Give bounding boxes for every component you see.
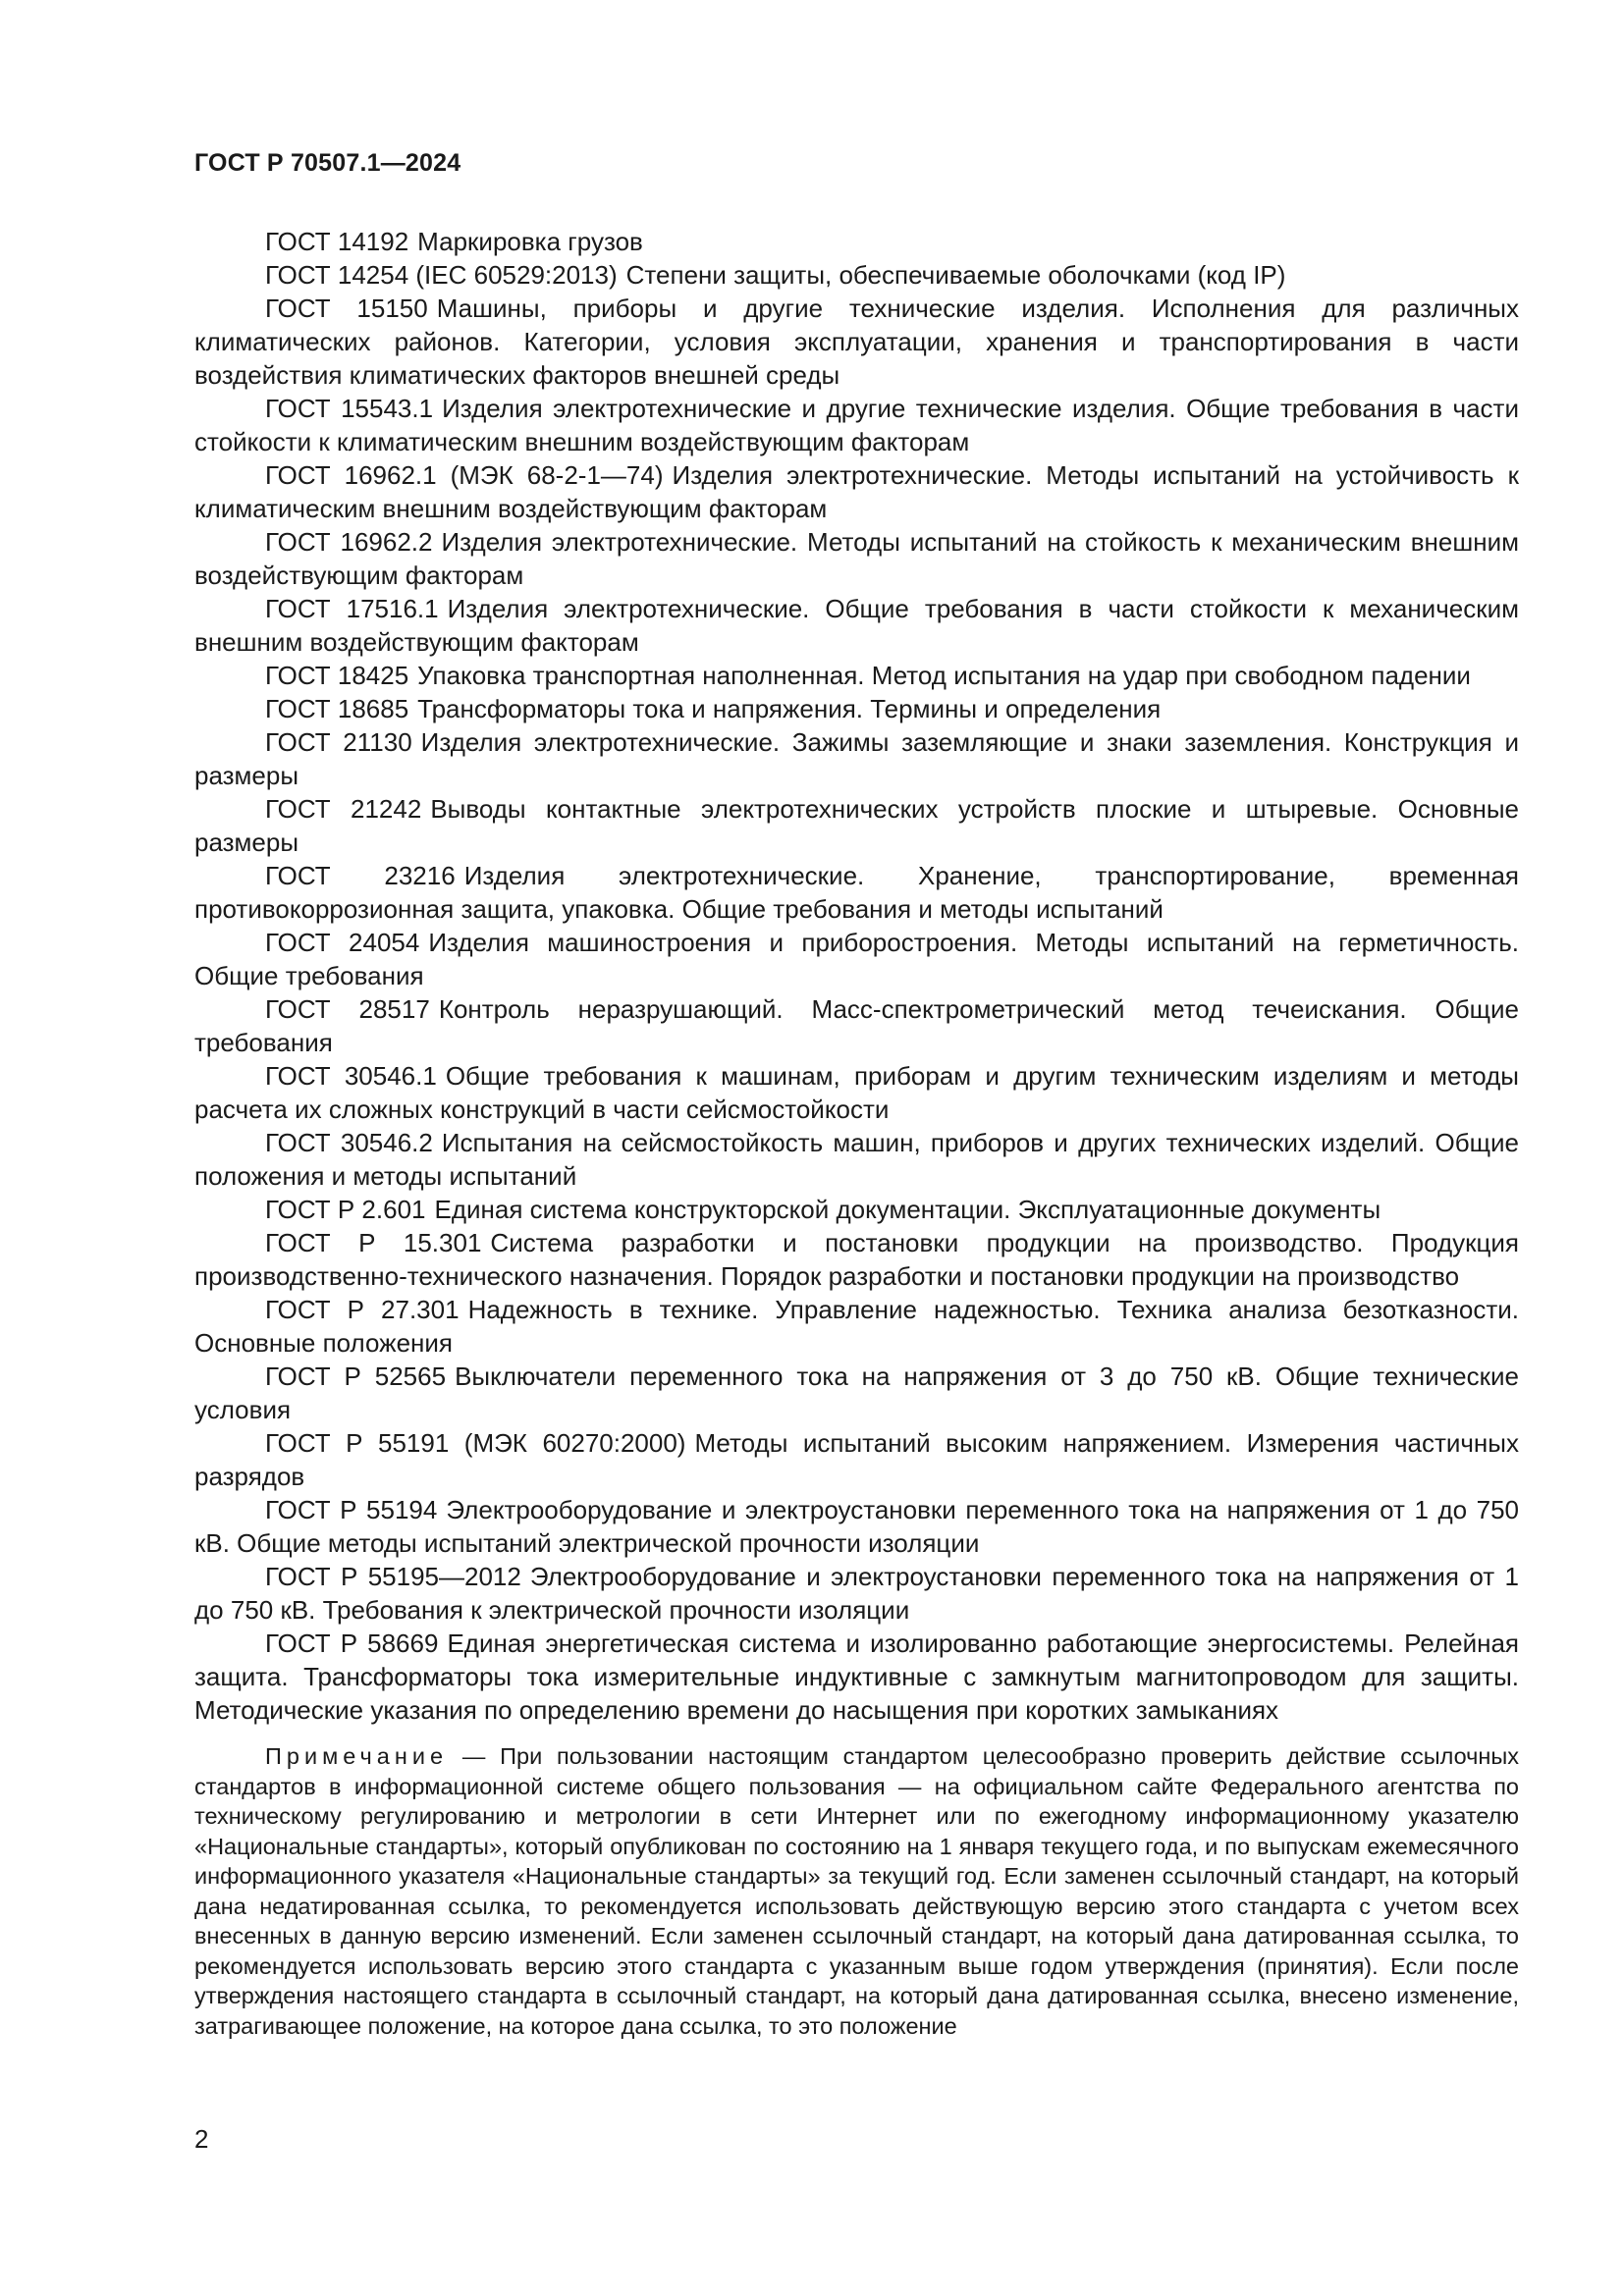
reference-code: ГОСТ 24054 xyxy=(265,928,420,957)
reference-title: Единая система конструкторской документации. Эксплуатационные документы xyxy=(434,1195,1381,1224)
reference-title: Надежность в технике. Управление надежностью. Техника анализа безотказности. Основные положения xyxy=(194,1295,1520,1358)
reference-item xyxy=(194,992,1519,1059)
reference-code: ГОСТ 14254 (IEC 60529:2013) xyxy=(265,260,618,290)
reference-code: ГОСТ 16962.2 xyxy=(265,527,433,557)
reference-title: Электрооборудование и электроустановки переменного тока на напряжения от 1 до 750 кВ. Требования к электрической прочности изоляции xyxy=(194,1562,1519,1625)
reference-title: Выводы контактные электротехнических устройств плоские и штыревые. Основные размеры xyxy=(194,794,1519,857)
reference-title: Трансформаторы тока и напряжения. Термины и определения xyxy=(417,694,1162,723)
reference-code: ГОСТ Р 15.301 xyxy=(265,1228,482,1257)
reference-code: ГОСТ Р 55194 xyxy=(265,1495,438,1524)
reference-title: Упаковка транспортная наполненная. Метод испытания на удар при свободном падении xyxy=(417,661,1471,690)
reference-code: ГОСТ Р 55191 (МЭК 60270:2000) xyxy=(265,1428,686,1458)
reference-item xyxy=(194,258,1519,292)
reference-item xyxy=(194,1126,1519,1193)
reference-item xyxy=(194,792,1519,859)
reference-title: Изделия электротехнические. Зажимы заземляющие и знаки заземления. Конструкция и размеры xyxy=(194,727,1520,790)
reference-code: ГОСТ 16962.1 (МЭК 68-2-1—74) xyxy=(265,460,664,490)
reference-code: ГОСТ 18425 xyxy=(265,661,409,690)
reference-title: Изделия электротехнические и другие технические изделия. Общие требования в части стойкости к климатическим внешним воздействующим факторам xyxy=(194,394,1519,456)
reference-item xyxy=(194,1226,1519,1293)
note-text: При пользовании настоящим стандартом целесообразно проверить действие ссылочных стандартов в информационной системе общего пользования — на официальном сайте Федерального агентства по техническому регулированию и метрологии в сети Интернет или по ежегодному информационному указателю «Национальные стандарты», который опубликован по состоянию на 1 января текущего года, и по выпускам ежемесячного информационного указателя «Национальные стандарты» за текущий год. Если заменен ссылочный стандарт, на который дана недатированная ссылка, то рекомендуется использовать действующую версию этого стандарта с учетом всех внесенных в данную версию изменений. Если заменен ссылочный стандарт, на который дана датированная ссылка, то рекомендуется использовать версию этого стандарта с указанным выше годом утверждения (принятия). Если после утверждения настоящего стандарта в ссылочный стандарт, на который дана датированная ссылка, внесено изменение, затрагивающее положение, на которое дана ссылка, то это положение xyxy=(194,1743,1519,2039)
reference-title: Изделия электротехнические. Методы испытаний на устойчивость к климатическим внешним воздействующим факторам xyxy=(194,460,1519,523)
reference-item xyxy=(194,392,1519,458)
reference-code: ГОСТ 15150 xyxy=(265,294,428,323)
reference-code: ГОСТ 30546.2 xyxy=(265,1128,433,1157)
reference-title: Единая энергетическая система и изолированно работающие энергосистемы. Релейная защита. Трансформаторы тока измерительные индуктивные с замкнутым магнитопроводом для защиты. Методические указания по определению времени до насыщения при коротких замыканиях xyxy=(194,1629,1519,1725)
reference-item xyxy=(194,1560,1519,1627)
reference-code: ГОСТ 18685 xyxy=(265,694,409,723)
reference-title: Электрооборудование и электроустановки переменного тока на напряжения от 1 до 750 кВ. Общие методы испытаний электрической прочности изоляции xyxy=(194,1495,1519,1558)
reference-title: Контроль неразрушающий. Масс-спектрометрический метод течеискания. Общие требования xyxy=(194,994,1519,1057)
reference-item xyxy=(194,725,1519,792)
document-header: ГОСТ Р 70507.1—2024 xyxy=(194,149,461,177)
reference-code: ГОСТ Р 2.601 xyxy=(265,1195,426,1224)
reference-item xyxy=(194,1493,1519,1560)
reference-code: ГОСТ Р 27.301 xyxy=(265,1295,460,1324)
reference-title: Методы испытаний высоким напряжением. Измерения частичных разрядов xyxy=(194,1428,1519,1491)
reference-title: Изделия электротехнические. Общие требования в части стойкости к механическим внешним воздействующим факторам xyxy=(194,594,1519,657)
page-number: 2 xyxy=(194,2124,209,2154)
reference-code: ГОСТ 17516.1 xyxy=(265,594,439,623)
reference-code: ГОСТ 30546.1 xyxy=(265,1061,437,1091)
reference-code: ГОСТ 15543.1 xyxy=(265,394,434,423)
reference-item xyxy=(194,1627,1519,1727)
reference-code: ГОСТ 21130 xyxy=(265,727,412,757)
reference-title: Изделия электротехнические. Хранение, транспортирование, временная противокоррозионная защита, упаковка. Общие требования и методы испытаний xyxy=(194,861,1519,924)
reference-item xyxy=(194,458,1519,525)
reference-title: Испытания на сейсмостойкость машин, приборов и других технических изделий. Общие положения и методы испытаний xyxy=(194,1128,1519,1191)
reference-code: ГОСТ 28517 xyxy=(265,994,430,1024)
reference-title: Машины, приборы и другие технические изделия. Исполнения для различных климатических районов. Категории, условия эксплуатации, хранения и транспортирования в части воздействия климатических факторов внешней среды xyxy=(194,294,1519,390)
reference-code: ГОСТ Р 55195—2012 xyxy=(265,1562,521,1591)
reference-title: Изделия машиностроения и приборостроения. Методы испытаний на герметичность. Общие требования xyxy=(194,928,1519,990)
reference-code: ГОСТ 21242 xyxy=(265,794,422,824)
reference-item xyxy=(194,1293,1519,1360)
note-label: Примечание xyxy=(265,1743,449,1769)
reference-title: Выключатели переменного тока на напряжения от 3 до 750 кВ. Общие технические условия xyxy=(194,1362,1519,1424)
reference-item xyxy=(194,1426,1519,1493)
reference-code: ГОСТ Р 58669 xyxy=(265,1629,439,1658)
reference-item xyxy=(194,292,1519,392)
reference-title: Маркировка грузов xyxy=(417,227,643,256)
reference-item xyxy=(194,225,1519,258)
reference-title: Общие требования к машинам, приборам и другим техническим изделиям и методы расчета их сложных конструкций в части сейсмостойкости xyxy=(194,1061,1519,1124)
reference-item xyxy=(194,659,1519,692)
reference-item xyxy=(194,692,1519,725)
note-dash: — xyxy=(448,1743,501,1769)
normative-references-list xyxy=(194,225,1519,2064)
reference-item xyxy=(194,1193,1519,1226)
reference-code: ГОСТ Р 52565 xyxy=(265,1362,447,1391)
reference-title: Изделия электротехнические. Методы испытаний на стойкость к механическим внешним воздействующим факторам xyxy=(194,527,1519,590)
reference-item xyxy=(194,859,1519,926)
reference-item xyxy=(194,926,1519,992)
reference-title: Система разработки и постановки продукции на производство. Продукция производственно-технического назначения. Порядок разработки и постановки продукции на производство xyxy=(194,1228,1519,1291)
note-paragraph xyxy=(194,1741,1519,2041)
reference-item xyxy=(194,525,1519,592)
reference-code: ГОСТ 23216 xyxy=(265,861,456,890)
reference-item xyxy=(194,592,1519,659)
reference-title: Степени защиты, обеспечиваемые оболочками (код IP) xyxy=(625,260,1286,290)
reference-item xyxy=(194,1360,1519,1426)
reference-code: ГОСТ 14192 xyxy=(265,227,409,256)
reference-item xyxy=(194,1059,1519,1126)
